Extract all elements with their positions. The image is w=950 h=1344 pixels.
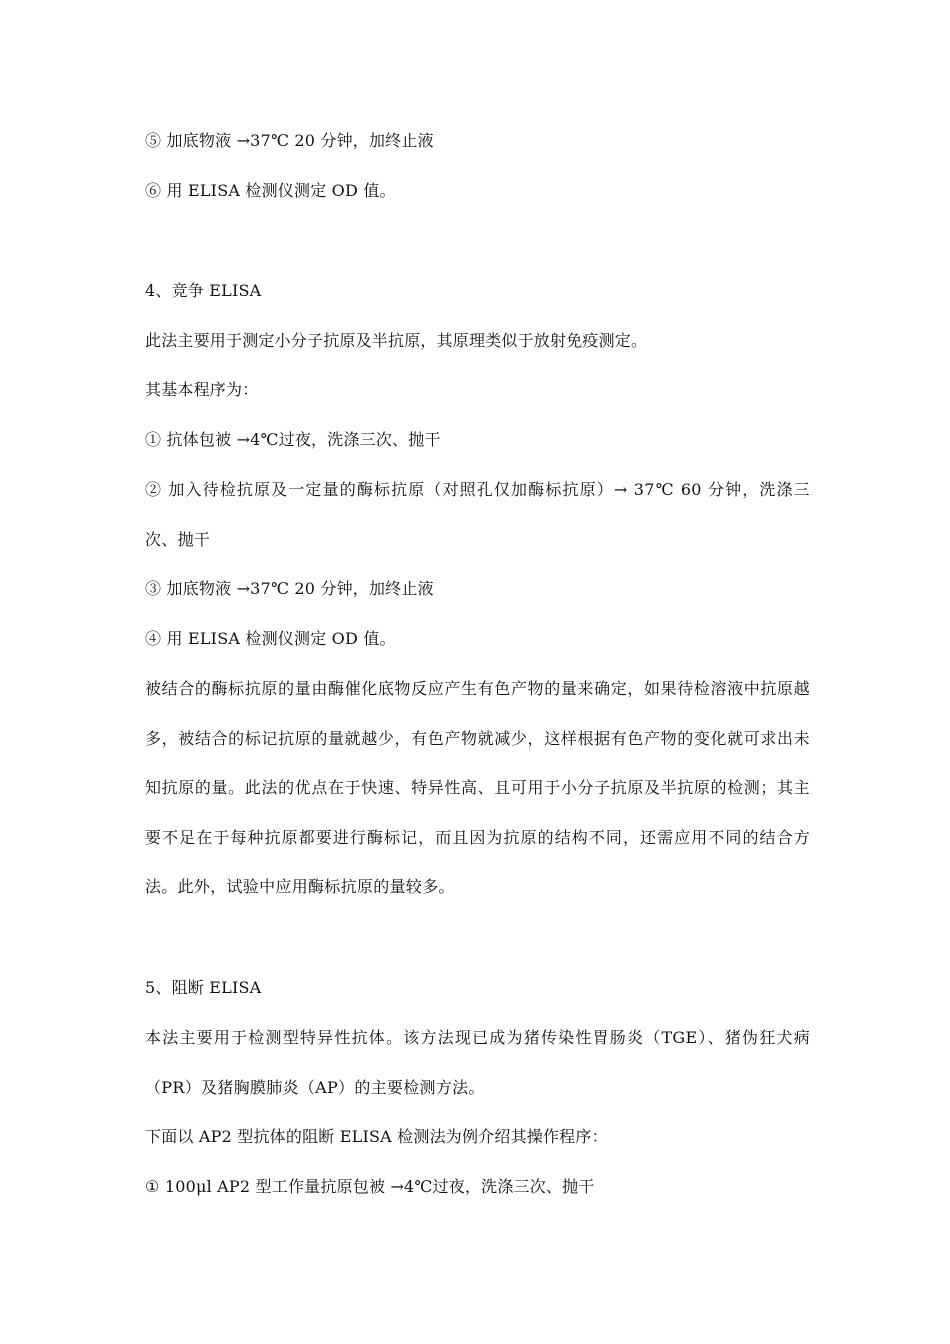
section4-step2: ② 加入待检抗原及一定量的酶标抗原（对照孔仅加酶标抗原）→ 37℃ 60 分钟，洗涤三次、抛干 bbox=[145, 480, 810, 549]
section4-explanation: 被结合的酶标抗原的量由酶催化底物反应产生有色产物的量来确定，如果待检溶液中抗原越多，被结合的标记抗原的量就越少，有色产物就减少，这样根据有色产物的变化就可求出未知抗原的量。此法的优点在于快速、特异性高、且可用于小分子抗原及半抗原的检测；其主要不足在于每种抗原都要进行酶标记，而且因为抗原的结构不同，还需应用不同的结合方法。此外，试验中应用酶标抗原的量较多。 bbox=[145, 679, 810, 897]
section5-intro: 本法主要用于检测型特异性抗体。该方法现已成为猪传染性胃肠炎（TGE）、猪伪狂犬病（PR）及猪胸膜肺炎（AP）的主要检测方法。 bbox=[145, 1028, 810, 1097]
section4-step3: ③ 加底物液 →37℃ 20 分钟，加终止液 bbox=[145, 579, 434, 598]
section4-step1: ① 抗体包被 →4℃过夜，洗涤三次、抛干 bbox=[145, 430, 441, 449]
section5-step1: ① 100μl AP2 型工作量抗原包被 →4℃过夜，洗涤三次、抛干 bbox=[145, 1177, 595, 1196]
section4-step4: ④ 用 ELISA 检测仪测定 OD 值。 bbox=[145, 629, 396, 648]
section4-procedure-label: 其基本程序为： bbox=[145, 380, 259, 399]
section5-example-intro: 下面以 AP2 型抗体的阻断 ELISA 检测法为例介绍其操作程序： bbox=[145, 1127, 608, 1146]
section4-heading: 4、竞争 ELISA bbox=[145, 281, 262, 300]
section3-step5: ⑤ 加底物液 →37℃ 20 分钟，加终止液 bbox=[145, 131, 434, 150]
section4-intro: 此法主要用于测定小分子抗原及半抗原，其原理类似于放射免疫测定。 bbox=[145, 331, 648, 350]
section3-step6: ⑥ 用 ELISA 检测仪测定 OD 值。 bbox=[145, 181, 396, 200]
section5-heading: 5、阻断 ELISA bbox=[145, 978, 262, 997]
